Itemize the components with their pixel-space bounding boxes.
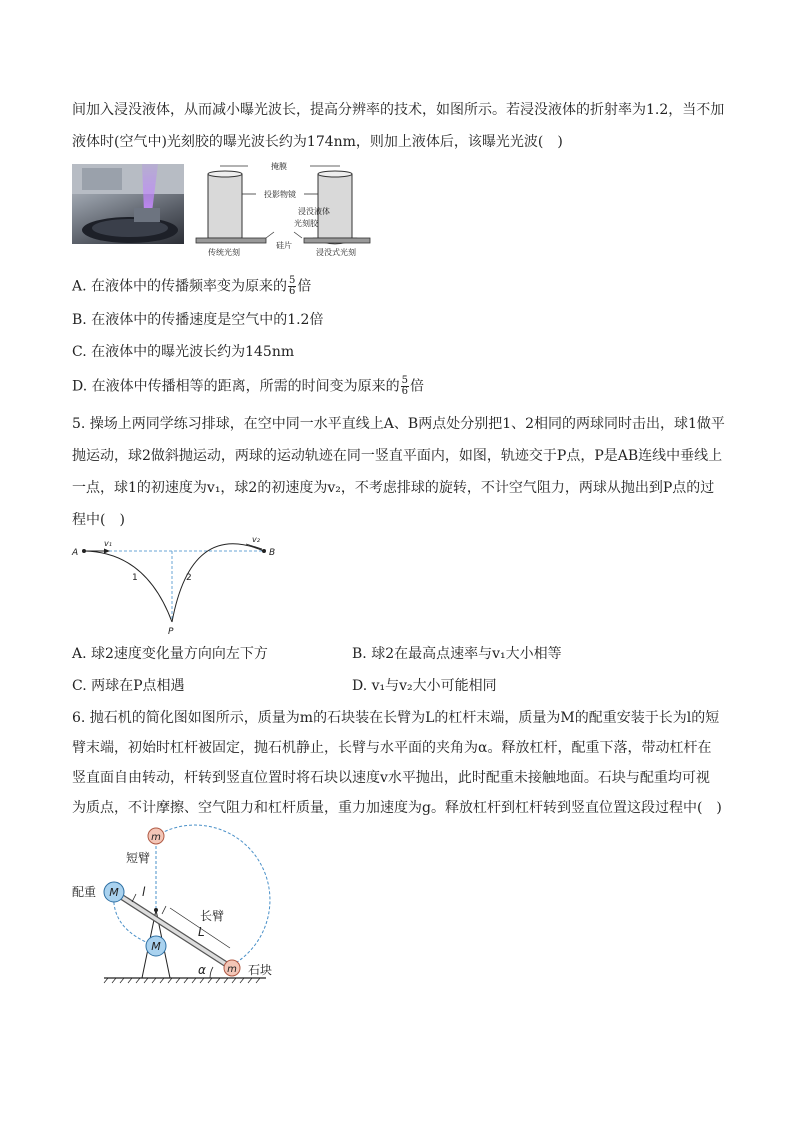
lithography-photo: [72, 164, 184, 244]
label-mask: 掩膜: [271, 162, 287, 171]
q6-stem-line-2: 臂末端，初始时杠杆被固定，抛石机静止，长臂与水平面的夹角为α。释放杠杆，配重下落，带动杠杆在: [72, 740, 712, 756]
long-arm-label: 长臂: [200, 909, 225, 923]
q4-option-c: C. 在液体中的曝光波长约为145nm: [72, 344, 295, 360]
label-photoresist: 光刻胶: [294, 219, 318, 228]
q4-option-d-text: D. 在液体中传播相等的距离，所需的时间变为原来的: [72, 378, 400, 395]
stone-label: 石块: [248, 963, 273, 977]
q4-stem-line-2: 液体时(空气中)光刻胶的曝光波长约为174nm，则加上液体后，该曝光光波( ): [72, 134, 563, 150]
q5-stem-line-3: 一点，球1的初速度为v₁，球2的初速度为v₂，不考虑排球的旋转，不计空气阻力，两球从抛出到P点的过: [72, 480, 715, 496]
label-immersion: 浸没式光刻: [316, 248, 356, 257]
label-liquid: 浸没液体: [298, 207, 330, 216]
q4-option-a-denominator: 6: [289, 286, 296, 297]
q6-stem-line-3: 竖直面自由转动，杆转到竖直位置时将石块以速度v水平抛出，此时配重未接触地面。石块与配重均可视: [72, 770, 710, 786]
v2-label: v₂: [252, 535, 260, 544]
mass-m-stone-label: m: [227, 964, 237, 975]
q4-option-a-text: A. 在液体中的传播频率变为原来的: [72, 278, 288, 295]
q4-option-d-denominator: 6: [401, 386, 408, 397]
q4-option-d: [72, 376, 424, 397]
mass-M-lower-label: M: [151, 940, 161, 953]
q4-option-a-numerator: 5: [289, 275, 296, 286]
point-p-label: P: [168, 627, 174, 637]
q4-option-a-suffix: 倍: [297, 278, 312, 295]
q4-stem-line-1: 间加入浸没液体，从而减小曝光波长，提高分辨率的技术，如图所示。若浸没液体的折射率为1.2，当不加: [72, 102, 725, 118]
point-b-label: B: [269, 548, 276, 558]
q5-stem-line-4: 程中( ): [72, 512, 125, 528]
q4-option-a: [72, 276, 311, 297]
q4-option-d-numerator: 5: [401, 375, 408, 386]
q6-stem-line-4: 为质点，不计摩擦、空气阻力和杠杆质量，重力加速度为g。释放杠杆到杠杆转到竖直位置这段过程中( ): [72, 800, 722, 816]
q6-stem-line-1: 6. 抛石机的简化图如图所示，质量为m的石块装在长臂为L的杠杆末端，质量为M的配重安装于长为l的短: [72, 710, 720, 726]
mass-m-top-label: m: [151, 832, 161, 843]
short-arm-label: 短臂: [126, 851, 151, 865]
q5-option-c: C. 两球在P点相遇: [72, 678, 185, 694]
lithography-photo-art: [72, 164, 184, 244]
trebuchet-diagram: [70, 822, 290, 992]
q4-option-a-fraction: [288, 276, 296, 297]
q4-option-d-fraction: [401, 376, 409, 397]
label-wafer: 硅片: [276, 241, 292, 250]
q4-option-d-suffix: 倍: [410, 378, 424, 395]
q5-stem-line-1: 5. 操场上两同学练习排球，在空中同一水平直线上A、B两点处分别把1、2相同的两球同时击出，球1做平: [72, 416, 725, 432]
q5-option-a: A. 球2速度变化量方向向左下方: [72, 646, 268, 662]
lithography-diagram: [190, 160, 374, 260]
q5-stem-line-2: 抛运动，球2做斜抛运动，两球的运动轨迹在同一竖直平面内，如图，轨迹交于P点，P是AB连线中垂线上: [72, 448, 723, 464]
angle-alpha-label: α: [198, 963, 206, 977]
long-arm-length-label: L: [198, 925, 205, 939]
curve-1-label: 1: [132, 573, 138, 583]
v1-label: v₁: [104, 539, 112, 548]
q5-option-d: D. v₁与v₂大小可能相同: [352, 678, 497, 694]
short-arm-length-label: l: [142, 885, 146, 899]
mass-M-label: M: [109, 886, 119, 899]
counterweight-label: 配重: [72, 885, 97, 899]
curve-2-label: 2: [186, 573, 192, 583]
q5-option-b: B. 球2在最高点速率与v₁大小相等: [352, 646, 562, 662]
point-a-label: A: [72, 548, 79, 558]
label-lens: 投影物镜: [264, 190, 296, 199]
volleyball-trajectory-diagram: [66, 530, 286, 640]
q4-option-b: B. 在液体中的传播速度是空气中的1.2倍: [72, 312, 324, 328]
label-traditional: 传统光刻: [208, 248, 240, 257]
